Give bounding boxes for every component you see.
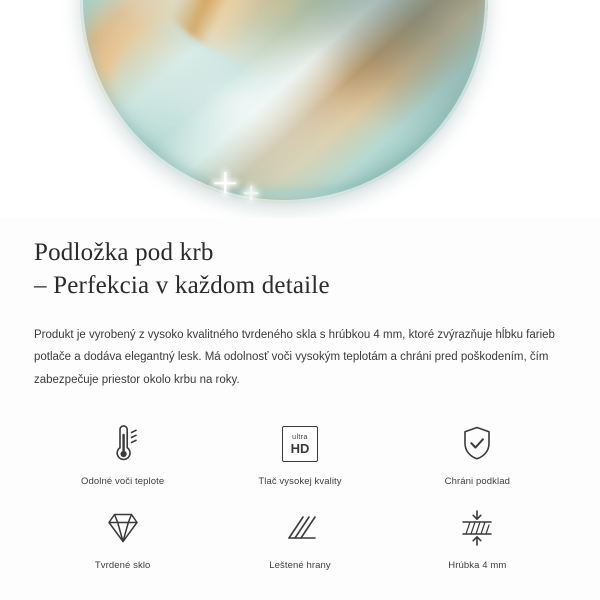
- feature-item-thickness: [389, 501, 566, 571]
- page-title: [34, 218, 566, 302]
- diamond-icon: [102, 505, 144, 551]
- feature-label: Hrúbka 4 mm: [448, 560, 507, 572]
- feature-item-heat-resistant: [34, 417, 211, 487]
- thickness-arrows-icon: [455, 505, 499, 551]
- feature-label: Chráni podklad: [444, 476, 510, 488]
- feature-item-tempered-glass: [34, 501, 211, 571]
- feature-label: Tvrdené sklo: [94, 560, 151, 572]
- feature-item-surface-protection: [389, 417, 566, 487]
- feature-label: Tlač vysokej kvality: [258, 476, 342, 488]
- headline-line-1: Podložka pod krb: [34, 239, 214, 266]
- ultra-hd-badge-top: ultra: [292, 433, 308, 441]
- feature-label: Odolné voči teplote: [81, 476, 165, 488]
- hero-image: [0, 0, 600, 218]
- feature-item-polished-edges: [211, 501, 388, 571]
- ultra-hd-icon: [282, 421, 318, 467]
- feature-grid: [34, 417, 566, 571]
- headline-line-2: – Perfekcia v každom detaile: [34, 272, 330, 299]
- feature-item-print-quality: [211, 417, 388, 487]
- feature-label: Leštené hrany: [269, 560, 331, 572]
- shield-check-icon: [457, 421, 497, 467]
- polished-edges-icon: [279, 505, 321, 551]
- product-description: Produkt je vyrobený z vysoko kvalitného tvrdeného skla s hrúbkou 4 mm, ktoré zvýrazňuje hĺbku farieb potlače a dodáva elegantný lesk. Má odolnosť voči vysokým teplotám a chráni pred poškodením, čím zabezpečuje priestor okolo krbu na roky.: [34, 329, 555, 386]
- ultra-hd-badge-bottom: HD: [290, 440, 310, 456]
- content-area: [0, 218, 600, 571]
- thermometer-icon: [103, 421, 143, 467]
